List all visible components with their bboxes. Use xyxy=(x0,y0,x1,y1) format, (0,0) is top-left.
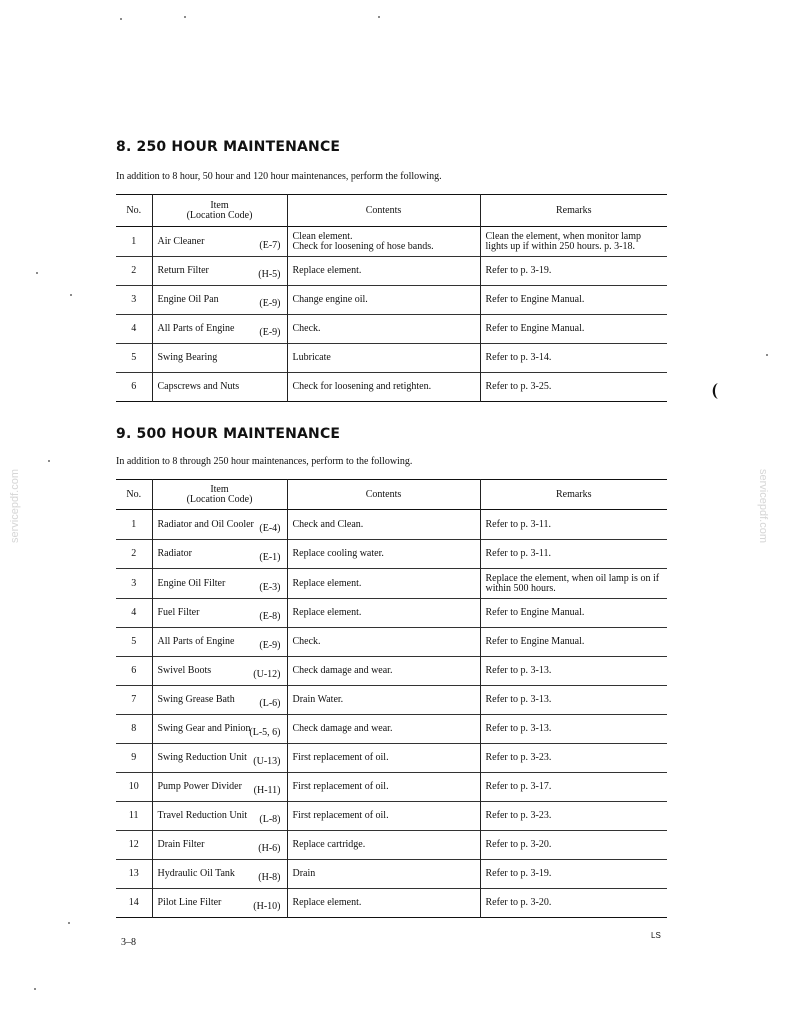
table-row xyxy=(116,744,667,773)
row-contents: First replacement of oil. xyxy=(287,773,480,802)
row-remarks: Refer to p. 3-13. xyxy=(480,657,667,686)
row-number: 8 xyxy=(131,723,137,734)
row-remarks: Refer to p. 3-25. xyxy=(480,373,667,402)
header-item-line1: Item xyxy=(210,483,229,495)
table-500-body xyxy=(116,510,667,918)
header-item-line2: (Location Code) xyxy=(186,493,253,505)
row-item xyxy=(152,227,287,257)
row-number: 5 xyxy=(131,352,137,363)
row-number: 11 xyxy=(128,810,139,821)
row-number: 3 xyxy=(131,577,137,589)
scan-speck xyxy=(184,16,186,18)
row-contents: Clean element. Check for loosening of hose bands. xyxy=(287,227,480,257)
item-name: Fuel Filter xyxy=(157,607,200,618)
table-header-row xyxy=(116,480,667,510)
scan-speck xyxy=(48,460,50,462)
location-code: (L-5, 6) xyxy=(249,727,281,738)
row-item xyxy=(152,315,287,344)
row-remarks: Refer to Engine Manual. xyxy=(480,286,667,315)
header-no: No. xyxy=(126,204,142,216)
location-code: (E-9) xyxy=(259,327,281,338)
row-number: 6 xyxy=(131,381,137,392)
item-name: Air Cleaner xyxy=(157,235,205,247)
row-contents: Change engine oil. xyxy=(287,286,480,315)
table-row xyxy=(116,227,667,257)
row-contents: Check damage and wear. xyxy=(287,715,480,744)
item-name: Swing Gear and Pinion xyxy=(157,723,251,734)
row-remarks: Refer to p. 3-13. xyxy=(480,686,667,715)
item-name: All Parts of Engine xyxy=(157,323,235,334)
row-number: 12 xyxy=(128,839,139,850)
row-item xyxy=(152,686,287,715)
row-contents: Replace element. xyxy=(287,257,480,286)
row-item xyxy=(152,889,287,918)
row-number: 5 xyxy=(131,636,137,647)
row-remarks: Refer to p. 3-19. xyxy=(480,860,667,889)
watermark-right: servicepdf.com xyxy=(756,469,769,543)
item-name: Return Filter xyxy=(157,265,209,276)
row-item xyxy=(152,715,287,744)
item-name: Travel Reduction Unit xyxy=(157,810,248,821)
scan-speck xyxy=(120,18,122,20)
table-row xyxy=(116,686,667,715)
row-contents: Check. xyxy=(287,628,480,657)
header-contents: Contents xyxy=(287,195,480,227)
table-row xyxy=(116,540,667,569)
item-name: Hydraulic Oil Tank xyxy=(157,868,235,879)
row-contents: Lubricate xyxy=(287,344,480,373)
location-code: (E-8) xyxy=(259,611,281,622)
table-row xyxy=(116,510,667,540)
row-contents: Check damage and wear. xyxy=(287,657,480,686)
row-number: 2 xyxy=(131,548,137,559)
row-number: 14 xyxy=(128,897,139,908)
table-header-row xyxy=(116,195,667,227)
item-name: Swing Reduction Unit xyxy=(157,752,247,763)
watermark-left: servicepdf.com xyxy=(8,469,21,543)
row-number: 4 xyxy=(131,607,137,618)
table-row xyxy=(116,257,667,286)
item-name: Swivel Boots xyxy=(157,665,212,676)
row-remarks: Refer to p. 3-23. xyxy=(480,802,667,831)
row-contents: Replace cartridge. xyxy=(287,831,480,860)
binding-hole-mark xyxy=(709,382,719,400)
table-row xyxy=(116,889,667,918)
table-row xyxy=(116,860,667,889)
row-remarks: Refer to Engine Manual. xyxy=(480,628,667,657)
row-item xyxy=(152,257,287,286)
header-item xyxy=(152,195,287,227)
row-remarks: Refer to p. 3-13. xyxy=(480,715,667,744)
row-contents: Check. xyxy=(287,315,480,344)
location-code: (H-5) xyxy=(258,269,281,280)
row-item xyxy=(152,540,287,569)
item-name: Radiator and Oil Cooler xyxy=(157,518,254,530)
row-contents: First replacement of oil. xyxy=(287,744,480,773)
row-item xyxy=(152,373,287,402)
row-contents: Replace element. xyxy=(287,599,480,628)
row-contents: Check for loosening and retighten. xyxy=(287,373,480,402)
row-remarks: Replace the element, when oil lamp is on if within 500 hours. xyxy=(480,569,667,599)
row-number: 7 xyxy=(131,694,137,705)
page-number: 3–8 xyxy=(121,937,136,948)
row-number: 3 xyxy=(131,294,137,305)
item-name: Pump Power Divider xyxy=(157,781,242,792)
item-name: Swing Bearing xyxy=(157,352,218,363)
row-contents: Replace element. xyxy=(287,889,480,918)
row-item xyxy=(152,628,287,657)
header-item-line2: (Location Code) xyxy=(186,209,253,221)
item-name: Engine Oil Filter xyxy=(157,577,226,589)
location-code: (E-4) xyxy=(259,523,281,534)
row-contents: Drain xyxy=(287,860,480,889)
row-item xyxy=(152,510,287,540)
row-item xyxy=(152,599,287,628)
header-contents: Contents xyxy=(287,480,480,510)
item-name: Drain Filter xyxy=(157,839,205,850)
section-500-intro: In addition to 8 through 250 hour maintenances, perform to the following. xyxy=(116,456,413,467)
row-remarks: Refer to p. 3-20. xyxy=(480,831,667,860)
header-remarks: Remarks xyxy=(480,480,667,510)
location-code: (E-9) xyxy=(259,640,281,651)
section-500-title: 9. 500 HOUR MAINTENANCE xyxy=(116,426,341,442)
table-250-body xyxy=(116,227,667,402)
row-item xyxy=(152,744,287,773)
location-code: (E-3) xyxy=(259,582,281,593)
row-number: 4 xyxy=(131,323,137,334)
row-contents: Replace element. xyxy=(287,569,480,599)
row-remarks: Clean the element, when monitor lamp lights up if within 250 hours. p. 3-18. xyxy=(480,227,667,257)
location-code: (H-10) xyxy=(253,901,281,912)
row-item xyxy=(152,860,287,889)
row-item xyxy=(152,802,287,831)
row-item xyxy=(152,773,287,802)
table-row xyxy=(116,773,667,802)
row-remarks: Refer to p. 3-11. xyxy=(480,510,667,540)
row-number: 10 xyxy=(128,781,139,792)
table-row xyxy=(116,344,667,373)
row-remarks: Refer to Engine Manual. xyxy=(480,599,667,628)
table-row xyxy=(116,373,667,402)
location-code: (E-9) xyxy=(259,298,281,309)
row-contents: First replacement of oil. xyxy=(287,802,480,831)
table-row xyxy=(116,802,667,831)
row-item xyxy=(152,344,287,373)
table-row xyxy=(116,628,667,657)
row-remarks: Refer to p. 3-19. xyxy=(480,257,667,286)
location-code: (U-12) xyxy=(253,669,281,680)
scan-speck xyxy=(766,354,768,356)
row-remarks: Refer to Engine Manual. xyxy=(480,315,667,344)
item-name: Swing Grease Bath xyxy=(157,694,235,705)
row-number: 1 xyxy=(131,518,137,530)
table-row xyxy=(116,286,667,315)
location-code: (L-6) xyxy=(259,698,281,709)
header-item xyxy=(152,480,287,510)
row-item xyxy=(152,569,287,599)
location-code: (H-8) xyxy=(258,872,281,883)
section-250-title: 8. 250 HOUR MAINTENANCE xyxy=(116,139,341,155)
scan-speck xyxy=(378,16,380,18)
item-name: Pilot Line Filter xyxy=(157,897,222,908)
section-250-intro: In addition to 8 hour, 50 hour and 120 hour maintenances, perform the following. xyxy=(116,171,442,182)
location-code: (E-1) xyxy=(259,552,281,563)
row-number: 9 xyxy=(131,752,137,763)
row-number: 2 xyxy=(131,265,137,276)
table-row xyxy=(116,315,667,344)
location-code: (U-13) xyxy=(253,756,281,767)
item-name: All Parts of Engine xyxy=(157,636,235,647)
scan-speck xyxy=(34,988,36,990)
row-remarks: Refer to p. 3-20. xyxy=(480,889,667,918)
table-500-hour xyxy=(116,479,667,918)
row-item xyxy=(152,657,287,686)
location-code: (H-6) xyxy=(258,843,281,854)
row-item xyxy=(152,286,287,315)
table-row xyxy=(116,599,667,628)
header-item-line1: Item xyxy=(210,199,229,211)
row-item xyxy=(152,831,287,860)
footer-code: LS xyxy=(651,931,661,940)
scan-speck xyxy=(68,922,70,924)
scan-speck xyxy=(36,272,38,274)
table-row xyxy=(116,569,667,599)
row-number: 6 xyxy=(131,665,137,676)
location-code: (L-8) xyxy=(259,814,281,825)
scan-speck xyxy=(70,294,72,296)
row-remarks: Refer to p. 3-23. xyxy=(480,744,667,773)
row-remarks: Refer to p. 3-14. xyxy=(480,344,667,373)
table-row xyxy=(116,657,667,686)
table-row xyxy=(116,715,667,744)
row-remarks: Refer to p. 3-11. xyxy=(480,540,667,569)
location-code: (E-7) xyxy=(259,240,281,251)
item-name: Engine Oil Pan xyxy=(157,294,219,305)
row-number: 13 xyxy=(128,868,139,879)
row-contents: Check and Clean. xyxy=(287,510,480,540)
row-remarks: Refer to p. 3-17. xyxy=(480,773,667,802)
table-250-hour xyxy=(116,194,667,402)
row-contents: Drain Water. xyxy=(287,686,480,715)
item-name: Capscrews and Nuts xyxy=(157,381,240,392)
item-name: Radiator xyxy=(157,548,192,559)
header-no: No. xyxy=(126,488,142,500)
location-code: (H-11) xyxy=(253,785,281,796)
header-remarks: Remarks xyxy=(480,195,667,227)
table-row xyxy=(116,831,667,860)
row-contents: Replace cooling water. xyxy=(287,540,480,569)
row-number: 1 xyxy=(131,235,137,247)
